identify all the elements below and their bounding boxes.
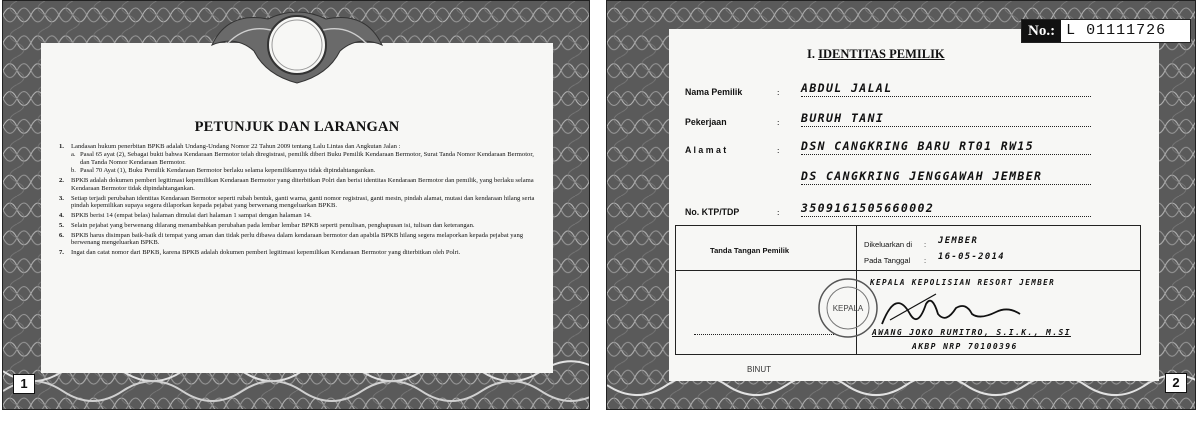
rule-text: Landasan hukum penerbitan BPKB adalah Undang-Undang Nomor 22 Tahun 2009 tentang Lalu Lintas dan Angkutan Jalan : (71, 143, 401, 150)
rule-item (59, 249, 535, 256)
field-label: A l a m a t (685, 145, 727, 155)
rule-number: 6. (59, 232, 64, 240)
emblem-frame (208, 5, 386, 95)
field-colon: : (777, 87, 780, 97)
rule-text: Ingat dan catat nomor dari BPKB, karena BPKB adalah dokumen pemberi legitimasi kepemilikan Kendaraan Bermotor yang diterbitkan oleh Polri. (71, 249, 461, 257)
date-label: Pada Tanggal (864, 256, 911, 265)
page-number: 2 (1165, 373, 1187, 393)
address-line1-value: DSN CANGKRING BARU RT01 RW15 (801, 139, 1091, 155)
rule-number: 7. (59, 249, 64, 257)
rule-number: 2. (59, 177, 64, 185)
signature-box: Tanda Tangan Pemilik Dikeluarkan di : JEMBER Pada Tanggal : 16-05-2014 KEPALA KEPALA KEPOLISIAN RESORT JEMBER AWANG JOKO RUMITRO, S.I.K., M.SI AKBP NRP 70100396 (675, 225, 1141, 355)
sub-rule (71, 151, 535, 166)
rule-item (59, 143, 535, 175)
page-left (2, 0, 590, 410)
rule-number: 1. (59, 143, 64, 150)
rule-text: BPKB berisi 14 (empat belas) halaman dimulai dari halaman 1 sampai dengan halaman 14. (71, 212, 312, 220)
rule-item (59, 212, 535, 219)
field-label: Nama Pemilik (685, 87, 743, 97)
field-row-occupation (685, 111, 1091, 127)
issued-at-label: Dikeluarkan di (864, 240, 913, 249)
field-colon: : (777, 145, 780, 155)
official-name: AWANG JOKO RUMITRO, S.I.K., M.SI (872, 328, 1071, 337)
field-row-address (685, 139, 1091, 155)
field-label: Pekerjaan (685, 117, 727, 127)
section-number: I. (807, 47, 815, 61)
watermark-text: BINUT (747, 365, 771, 374)
owner-signature-label: Tanda Tangan Pemilik (710, 246, 790, 255)
rule-text: Selain pejabat yang berwenang dilarang menambahkan perubahan pada lembar lembar BPKB seperti penulisan, penghapusan isi, tulisan dan keterangan. (71, 222, 475, 230)
serial-number-label: No.: (1022, 20, 1061, 42)
rule-item (59, 232, 535, 247)
section-title-text: IDENTITAS PEMILIK (818, 47, 945, 61)
rule-number: 3. (59, 194, 64, 202)
rule-number: 5. (59, 222, 64, 230)
field-row-ktp (685, 201, 1091, 217)
date-value: 16-05-2014 (938, 252, 1005, 262)
stamp-text: KEPALA (832, 304, 864, 313)
owner-signature-line (694, 334, 834, 335)
rule-text: BPKB harus disimpan baik-baik di tempat yang aman dan tidak perlu dibawa dalam kendaraan bermotor dan apabila BPKB hilang segera melaporkan kepada pejabat yang berwenang mengeluarkan BPKB. (71, 232, 524, 247)
issued-at-value: JEMBER (938, 236, 979, 246)
sub-label: a. (71, 151, 76, 159)
official-signature (876, 284, 1026, 334)
rule-number: 4. (59, 212, 64, 220)
official-title: KEPALA KEPOLISIAN RESORT JEMBER (870, 278, 1056, 287)
serial-number-box (1021, 19, 1191, 43)
rule-text: BPKB adalah dokumen pemberi legitimasi kepemilikan Kendaraan Bermotor yang diterbitkan Polri dan berisi identitas Kendaraan Bermotor dan pemilik, yang berlaku selama Kendaraan Bermotor tidak dipindahtangankan. (71, 177, 534, 192)
official-rank: AKBP NRP 70100396 (912, 342, 1018, 351)
rule-text: Setiap terjadi perubahan identitas Kendaraan Bermotor seperti rubah bentuk, ganti warna, ganti nomor registrasi, ganti mesin, pindah alamat, mutasi dan kendaraan hilang serta pindah kepemilikan supaya segera dilaporkan kepada pejabat yang berwenang mengeluarkan BPKB. (71, 194, 535, 210)
field-row-address-2 (685, 169, 1091, 185)
field-colon: : (777, 207, 780, 217)
address-line2-value: DS CANGKRING JENGGAWAH JEMBER (801, 169, 1091, 185)
rule-item (59, 195, 535, 210)
page-title: PETUNJUK DAN LARANGAN (194, 119, 400, 135)
owner-name-value: ABDUL JALAL (801, 81, 1091, 97)
ktp-number-value: 3509161505660002 (801, 201, 1091, 217)
section-title (807, 47, 945, 62)
field-colon: : (777, 117, 780, 127)
sub-label: b. (71, 167, 76, 175)
page-number: 1 (13, 374, 35, 394)
field-label: No. KTP/TDP (685, 207, 740, 217)
sub-text: Pasal 65 ayat (2), Sebagai bukti bahwa Kendaraan Bermotor telah diregistrasi, pemilik diberi Buku Pemilik Kendaraan Bermotor, Surat Tanda Nomor Kendaraan Bermotor, dan Tanda Nomor Kendaraan Bermotor. (80, 151, 534, 166)
field-row-owner-name (685, 81, 1091, 97)
occupation-value: BURUH TANI (801, 111, 1091, 127)
page-right (606, 0, 1196, 410)
inner-panel (669, 29, 1159, 381)
rule-item (59, 177, 535, 192)
sub-text: Pasal 70 Ayat (1), Buku Pemilik Kendaraan Bermotor berlaku selama kepemilikannya tidak dipindahtangankan. (80, 167, 376, 175)
sub-rule (71, 167, 535, 174)
rules-list (59, 143, 535, 259)
serial-number-value: L 01111726 (1066, 22, 1167, 39)
rule-item (59, 222, 535, 229)
